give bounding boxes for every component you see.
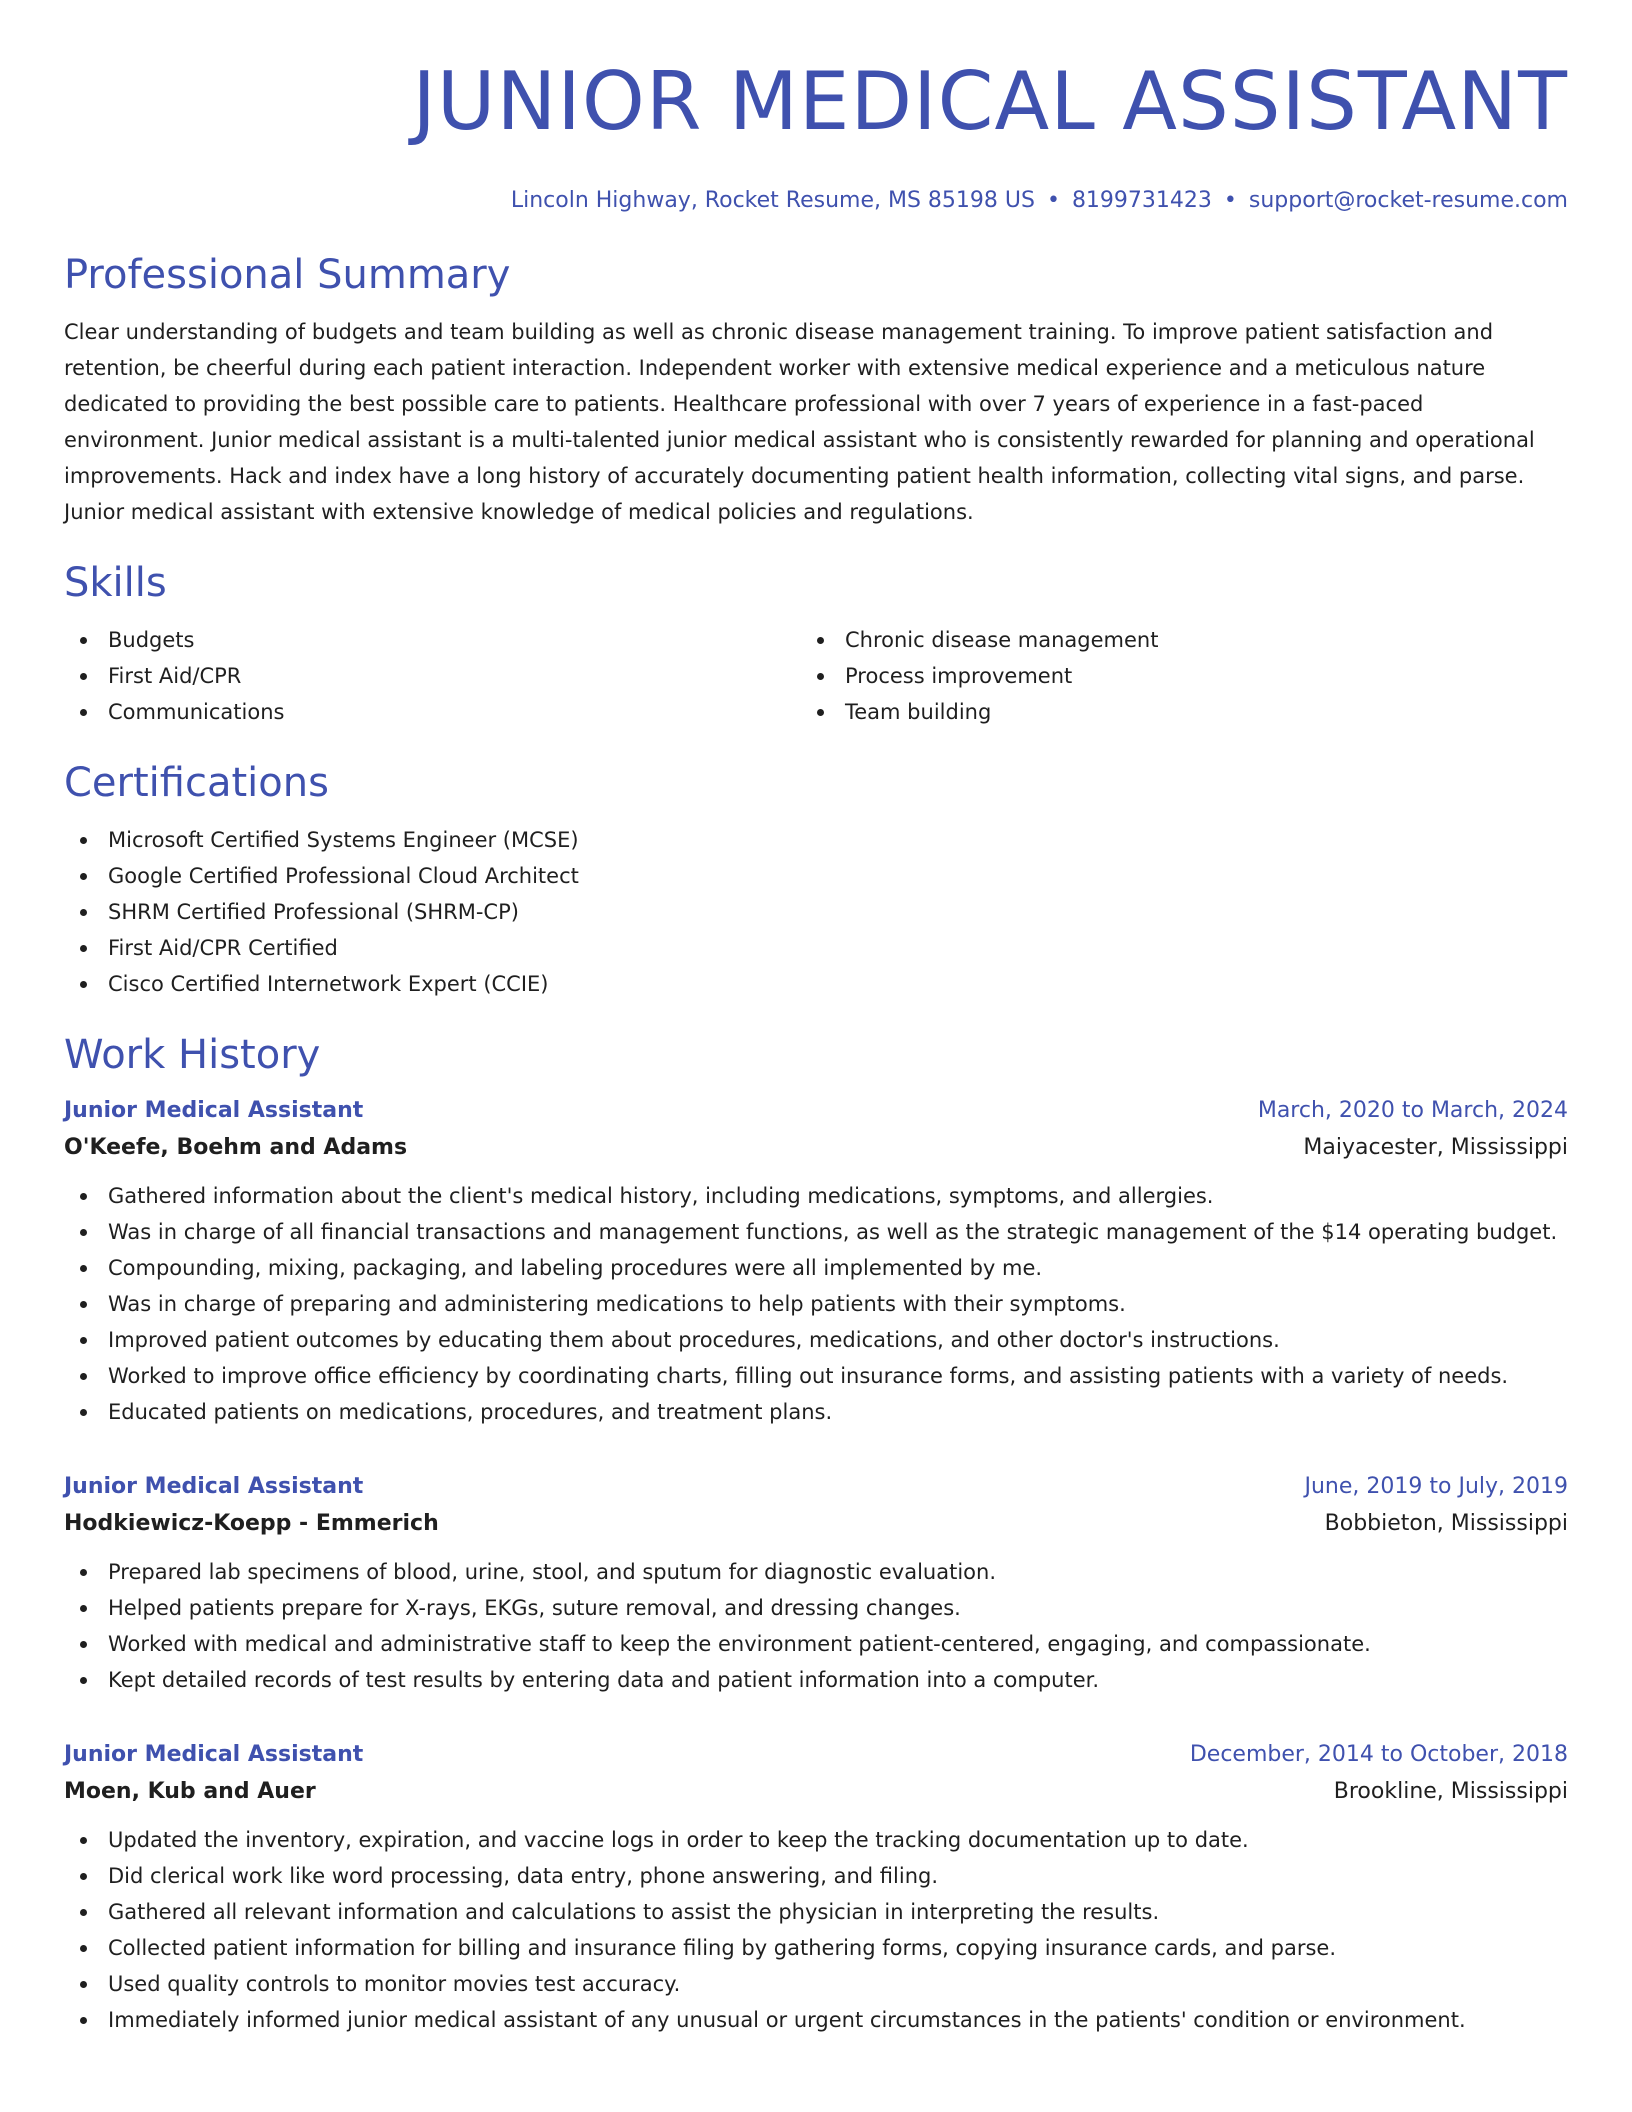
job-location: Maiyacester, Mississippi [1303,1135,1568,1160]
job-duty: Was in charge of preparing and administering medications to help patients with their symptoms. [64,1286,1568,1322]
job-duties-list [64,1822,1568,2038]
job-location: Brookline, Mississippi [1333,1779,1568,1804]
job-duty: Prepared lab specimens of blood, urine, stool, and sputum for diagnostic evaluation. [64,1554,1568,1590]
job-duty: Helped patients prepare for X-rays, EKGs, suture removal, and dressing changes. [64,1590,1568,1626]
job-subheader [64,1128,1568,1168]
section-title-skills: Skills [64,560,167,606]
job-duty: Educated patients on medications, procedures, and treatment plans. [64,1394,1568,1430]
job-duty: Gathered all relevant information and calculations to assist the physician in interpreting the results. [64,1894,1568,1930]
job-subheader [64,1504,1568,1544]
skill-item: Team building [801,694,1538,730]
job-company: O'Keefe, Boehm and Adams [64,1135,408,1160]
job-company: Hodkiewicz-Koepp - Emmerich [64,1511,439,1536]
certification-item: Cisco Certified Internetwork Expert (CCIE) [64,966,1568,1002]
job-duty: Did clerical work like word processing, data entry, phone answering, and filing. [64,1858,1568,1894]
job-duty: Compounding, mixing, packaging, and labeling procedures were all implemented by me. [64,1250,1568,1286]
job-duty: Immediately informed junior medical assistant of any unusual or urgent circumstances in the patients' condition or environment. [64,2002,1568,2038]
contact-phone: 8199731423 [1071,188,1212,213]
job-duty: Used quality controls to monitor movies test accuracy. [64,1966,1568,2002]
section-title-certifications: Certifications [64,760,329,806]
job-company: Moen, Kub and Auer [64,1779,316,1804]
skills-grid [64,622,1568,730]
job-entry [64,1470,1568,1698]
contact-separator: • [1046,188,1060,213]
job-header [64,1470,1568,1504]
skill-item: Chronic disease management [801,622,1538,658]
contact-address: Lincoln Highway, Rocket Resume, MS 85198 US [510,188,1035,213]
job-entry [64,1094,1568,1430]
skill-item: Process improvement [801,658,1538,694]
job-duty: Was in charge of all financial transactions and management functions, as well as the strategic management of the $14 operating budget. [64,1214,1568,1250]
job-duty: Updated the inventory, expiration, and vaccine logs in order to keep the tracking documentation up to date. [64,1822,1568,1858]
candidate-title: JUNIOR MEDICAL ASSISTANT [412,55,1568,148]
skills-list-left [64,622,801,730]
job-header [64,1094,1568,1128]
job-entry [64,1738,1568,2038]
certification-item: SHRM Certified Professional (SHRM-CP) [64,894,1568,930]
certifications-list [64,822,1568,1002]
skill-item: First Aid/CPR [64,658,801,694]
job-location: Bobbieton, Mississippi [1324,1511,1568,1536]
contact-line [64,186,1568,216]
section-title-summary: Professional Summary [64,252,511,298]
job-role: Junior Medical Assistant [64,1474,364,1499]
job-role: Junior Medical Assistant [64,1742,364,1767]
skills-list-right [801,622,1538,730]
job-duties-list [64,1554,1568,1698]
certification-item: Microsoft Certified Systems Engineer (MCSE) [64,822,1568,858]
skills-section [64,558,1568,730]
job-role: Junior Medical Assistant [64,1098,364,1123]
job-duty: Improved patient outcomes by educating them about procedures, medications, and other doctor's instructions. [64,1322,1568,1358]
job-duty: Worked with medical and administrative staff to keep the environment patient-centered, engaging, and compassionate. [64,1626,1568,1662]
certifications-section [64,758,1568,1002]
job-subheader [64,1772,1568,1812]
certification-item: Google Certified Professional Cloud Architect [64,858,1568,894]
job-dates: March, 2020 to March, 2024 [1257,1098,1568,1123]
job-dates: June, 2019 to July, 2019 [1304,1474,1568,1499]
job-duty: Gathered information about the client's medical history, including medications, symptoms, and allergies. [64,1178,1568,1214]
professional-summary-section [64,250,1568,530]
contact-separator: • [1223,188,1237,213]
job-dates: December, 2014 to October, 2018 [1189,1742,1568,1767]
work-history-section [64,1030,1568,2038]
summary-text: Clear understanding of budgets and team building as well as chronic disease management training. To improve patient satisfaction and retention, be cheerful during each patient interaction. Independent worker with extensive medical experience and a meticulous nature dedicated to providing the best possible care to patients. Healthcare professional with over 7 years of experience in a fast-paced environment. Junior medical assistant is a multi-talented junior medical assistant who is consistently rewarded for planning and operational improvements. Hack and index have a long history of accurately documenting patient health information, collecting vital signs, and parse. Junior medical assistant with extensive knowledge of medical policies and regulations. [64,320,1535,524]
certification-item: First Aid/CPR Certified [64,930,1568,966]
contact-email: support@rocket-resume.com [1248,188,1568,213]
job-duties-list [64,1178,1568,1430]
job-header [64,1738,1568,1772]
skill-item: Communications [64,694,801,730]
skill-item: Budgets [64,622,801,658]
job-duty: Collected patient information for billing and insurance filing by gathering forms, copying insurance cards, and parse. [64,1930,1568,1966]
job-duty: Worked to improve office efficiency by coordinating charts, filling out insurance forms, and assisting patients with a variety of needs. [64,1358,1568,1394]
resume-header [64,50,1568,216]
section-title-work-history: Work History [64,1032,321,1078]
job-duty: Kept detailed records of test results by entering data and patient information into a computer. [64,1662,1568,1698]
